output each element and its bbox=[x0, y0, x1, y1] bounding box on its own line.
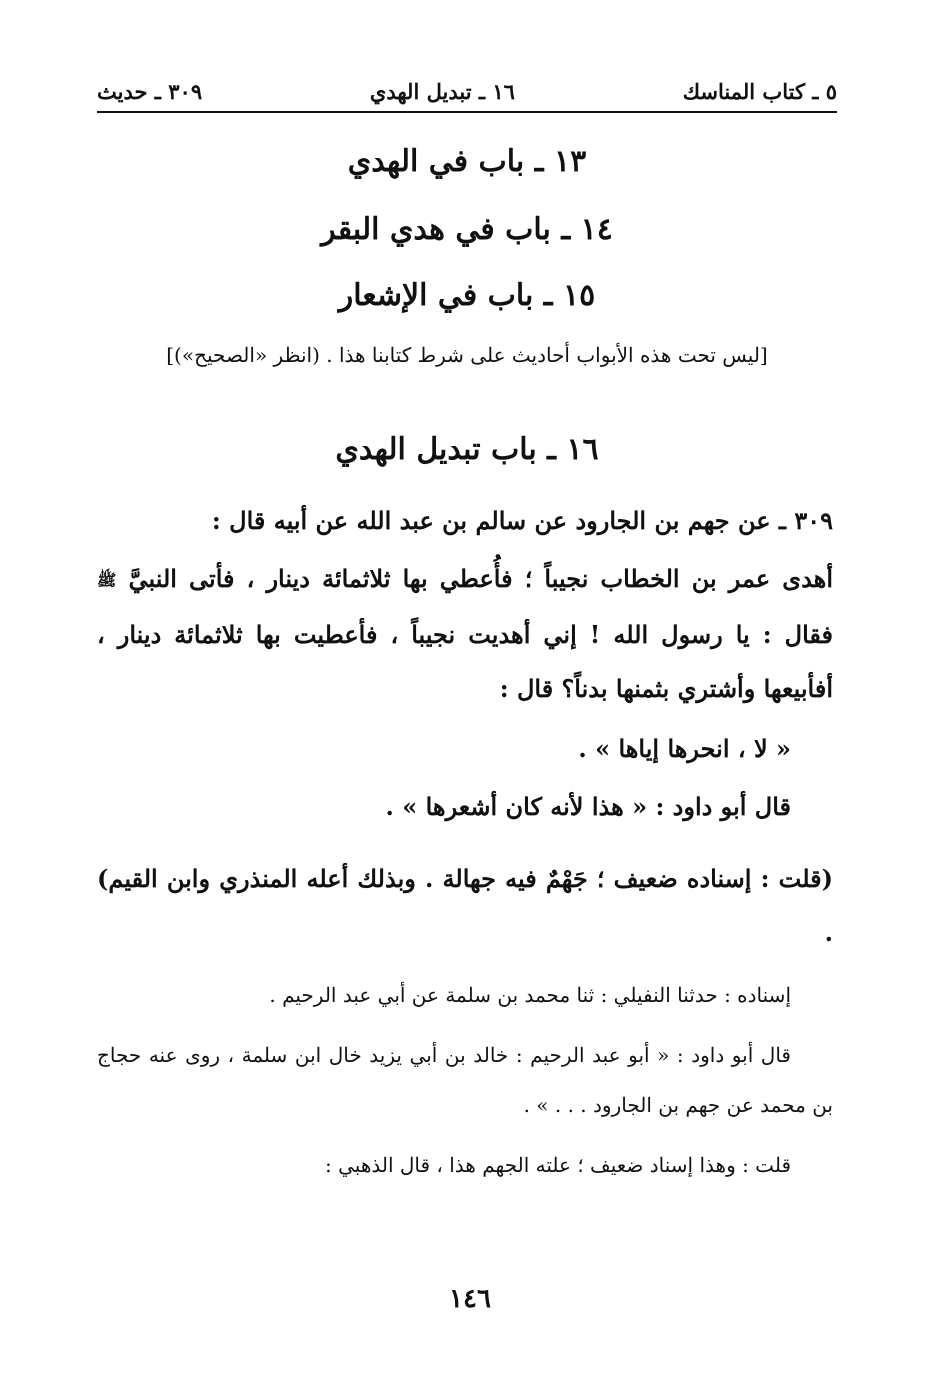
hadith-text-part2: فقال : يا رسول الله ! إني أهديت نجيباً ، فأعطيت بها ثلاثمائة دينار ، أفأبيعها وأشتري بثمنها بدناً؟ قال : bbox=[97, 619, 833, 703]
abu-dawud-comment: قال أبو داود : « هذا لأنه كان أشعرها » . bbox=[385, 792, 791, 821]
prophet-reply: « لا ، انحرها إياها » . bbox=[578, 734, 791, 763]
abu-dawud-note: قال أبو داود : « أبو عبد الرحيم : خالد بن أبي يزيد خال ابن سلمة ، روى عنه حجاج بن محمد عن جهم بن الجارود . . . » . bbox=[97, 1043, 833, 1117]
hadith-text bbox=[97, 552, 833, 716]
chapter-heading-13: ١٣ ـ باب في الهدي bbox=[347, 144, 587, 179]
salutation-glyph: ﷺ bbox=[97, 570, 117, 590]
header-rule bbox=[97, 111, 837, 113]
isnad-detail: إسناده : حدثنا النفيلي : ثنا محمد بن سلمة عن أبي عبد الرحيم . bbox=[269, 983, 791, 1007]
hadith-text-part1: أهدى عمر بن الخطاب نجيباً ؛ فأُعطي بها ثلاثمائة دينار ، فأتى النبيَّ bbox=[128, 564, 834, 593]
chapters-note: [ليس تحت هذه الأبواب أحاديث على شرط كتابنا هذا . (انظر «الصحيح»)] bbox=[166, 343, 768, 367]
header-book-title: ٥ ـ كتاب المناسك bbox=[682, 78, 837, 104]
hadith-isnad-line: ٣٠٩ ـ عن جهم بن الجارود عن سالم بن عبد الله عن أبيه قال : bbox=[211, 506, 833, 535]
page-number: ١٤٦ bbox=[449, 1284, 491, 1314]
section-heading-16: ١٦ ـ باب تبديل الهدي bbox=[335, 432, 599, 467]
running-header bbox=[97, 74, 837, 108]
header-hadith-number: ٣٠٩ ـ حديث bbox=[97, 78, 203, 104]
chapter-heading-14: ١٤ ـ باب في هدي البقر bbox=[321, 212, 613, 247]
header-chapter-title: ١٦ ـ تبديل الهدي bbox=[369, 78, 515, 104]
final-note: قلت : وهذا إسناد ضعيف ؛ علته الجهم هذا ، قال الذهبي : bbox=[325, 1153, 791, 1177]
chapter-heading-15: ١٥ ـ باب في الإشعار bbox=[338, 278, 596, 313]
grading-note: (قلت : إسناده ضعيف ؛ جَهْمٌ فيه جهالة . وبذلك أعله المنذري وابن القيم) . bbox=[97, 864, 833, 947]
